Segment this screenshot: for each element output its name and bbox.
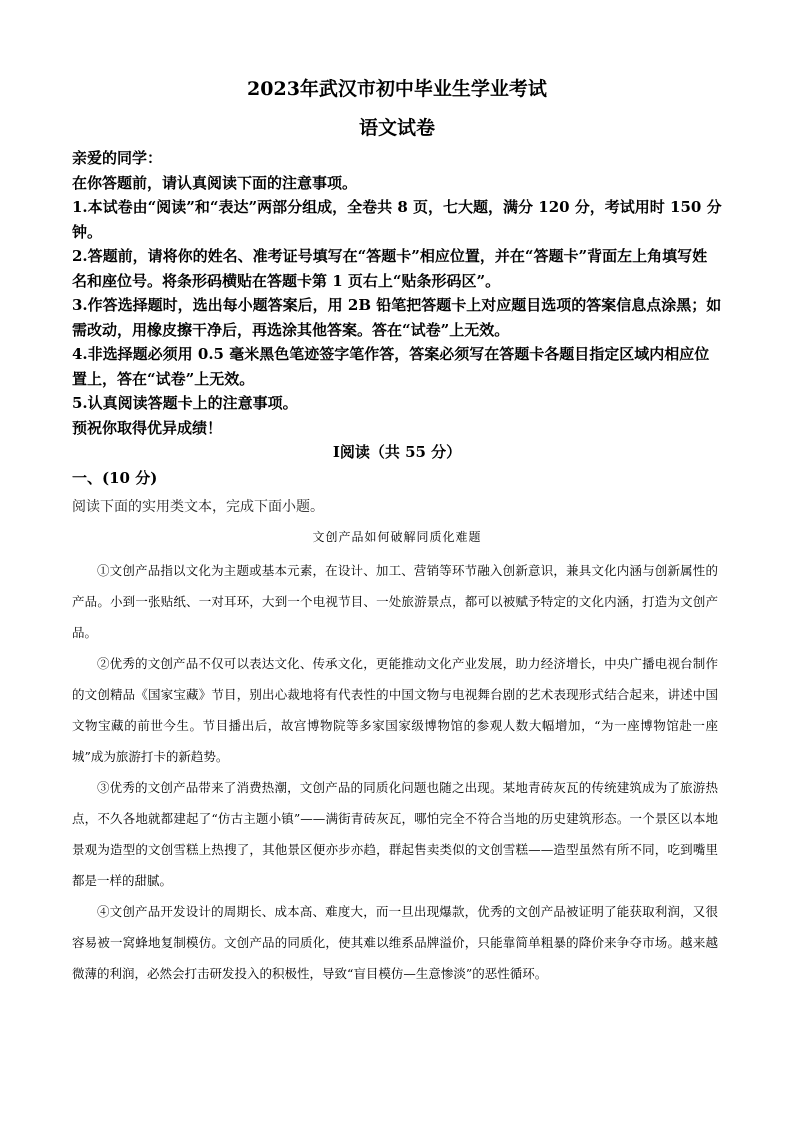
article-paragraph-4: ④文创产品开发设计的周期长、成本高、难度大，而一旦出现爆款，优秀的文创产品被证明了能获取利润，又很容易被一窝蜂地复制模仿。文创产品的同质化，使其难以维系品牌溢价，只能靠简单粗暴的降价来争夺市场。越来越微薄的利润，必然会打击研发投入的积极性，导致“盲目模仿—生意惨淡”的恶性循环。: [72, 904, 718, 981]
exam-title: 2023年武汉市初中毕业生学业考试: [247, 78, 547, 100]
section-title: Ⅰ阅读（共 55 分）: [332, 443, 462, 461]
question-heading: 一、(10 分): [72, 469, 158, 487]
article-paragraph-1: ①文创产品指以文化为主题或基本元素，在设计、加工、营销等环节融入创新意识，兼具文化内涵与创新属性的产品。小到一张贴纸、一对耳环，大到一个电视节目、一处旅游景点，都可以被赋予特定的文化内涵，打造为文创产品。: [72, 563, 718, 640]
article-paragraph-2: ②优秀的文创产品不仅可以表达文化、传承文化，更能推动文化产业发展，助力经济增长，中央广播电视台制作的文创精品《国家宝藏》节目，别出心裁地将有代表性的中国文物与电视舞台剧的艺术表现形式结合起来，讲述中国文物宝藏的前世今生。节目播出后，故宫博物院等多家国家级博物馆的参观人数大幅增加，“为一座博物馆赴一座城”成为旅游打卡的新趋势。: [72, 656, 718, 764]
article-paragraph-3: ③优秀的文创产品带来了消费热潮，文创产品的同质化问题也随之出现。某地青砖灰瓦的传统建筑成为了旅游热点，不久各地就都建起了“仿古主题小镇”——满街青砖灰瓦，哪怕完全不符合当地的历史建筑形态。一个景区以本地景观为造型的文创雪糕上热搜了，其他景区便亦步亦趋，群起售卖类似的文创雪糕——造型虽然有所不同，吃到嘴里都是一样的甜腻。: [72, 780, 718, 888]
article-title: 文创产品如何破解同质化难题: [312, 530, 482, 544]
notice-greeting: 亲爱的同学：: [72, 149, 163, 167]
notice-item-1: 1.本试卷由“阅读”和“表达”两部分组成，全卷共 8 页，七大题，满分 120 分，考试用时 150 分钟。: [72, 198, 722, 241]
notice-item-4: 4.非选择题必须用 0.5 毫米黑色笔迹签字笔作答，答案必须写在答题卡各题目指定区域内相应位置上，答在“试卷”上无效。: [72, 345, 710, 388]
notice-closing: 预祝你取得优异成绩！: [72, 418, 223, 437]
notice-item-5: 5.认真阅读答题卡上的注意事项。: [72, 394, 298, 412]
notice-item-2: 2.答题前，请将你的姓名、准考证号填写在“答题卡”相应位置，并在“答题卡”背面左上角填写姓名和座位号。将条形码横贴在答题卡第 1 页右上“贴条形码区”。: [72, 247, 708, 290]
paper-title: 语文试卷: [358, 117, 435, 139]
notice-item-3: 3.作答选择题时，选出每小题答案后，用 2B 铅笔把答题卡上对应题目选项的答案信息点涂黑；如需改动，用橡皮擦干净后，再选涂其他答案。答在“试卷”上无效。: [72, 296, 722, 339]
notice-block: [72, 146, 722, 440]
notice-intro: 在你答题前，请认真阅读下面的注意事项。: [72, 173, 358, 192]
article-body: [72, 555, 718, 989]
question-instruction: 阅读下面的实用类文本，完成下面小题。: [72, 498, 324, 514]
